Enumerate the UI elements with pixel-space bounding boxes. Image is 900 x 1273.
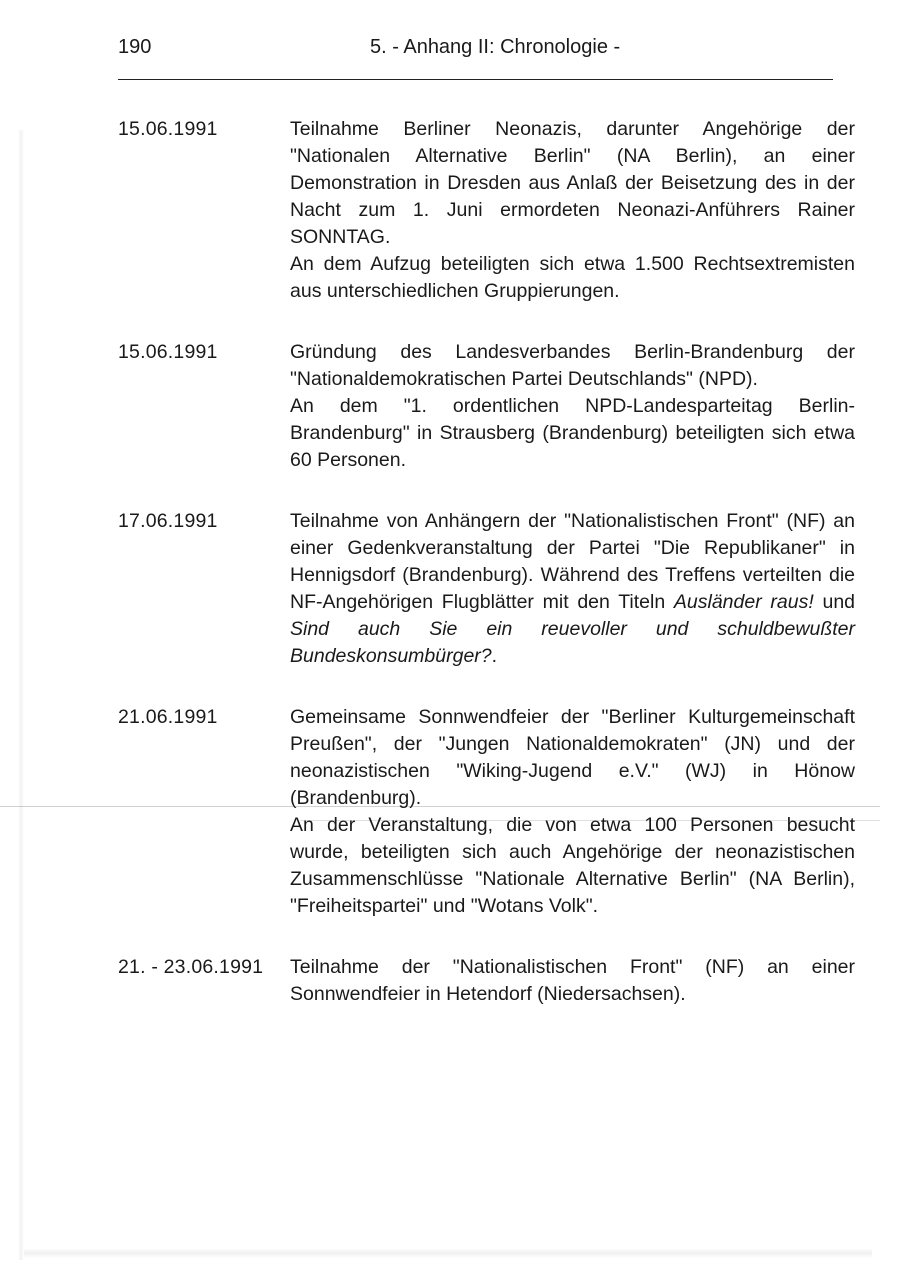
page-header [118,36,830,70]
entry-text [290,704,855,920]
text-segment: Teilnahme von Anhängern der "Nationalistischen Front" (NF) an einer Gedenkveranstaltung der Partei "Die Republikaner" in Hennigsdorf (Brandenburg). Während des Treffens verteilten die NF-Angehörigen Flugblätter mit den Titeln [290,510,855,613]
running-title: 5. - Anhang II: Chronologie - [370,36,621,58]
chronology-entry [118,116,858,305]
flyer-title-2: Sind auch Sie ein reuevoller und schuldbewußter Bundeskonsumbürger? [290,618,855,667]
entry-text [290,954,855,1008]
text-segment: und [813,591,856,613]
entry-date: 17.06.1991 [118,510,218,532]
entry-date: 15.06.1991 [118,118,218,140]
entry-paragraph: Teilnahme der "Nationalistischen Front" (NF) an einer Sonnwendfeier in Hetendorf (Niedersachsen). [290,956,855,1005]
chronology-entry [118,954,858,1008]
entry-paragraph: An dem Aufzug beteiligten sich etwa 1.500 Rechtsextremisten aus unterschiedlichen Gruppierungen. [290,253,855,302]
entry-paragraph: Teilnahme Berliner Neonazis, darunter Angehörige der "Nationalen Alternative Berlin" (NA Berlin), an einer Demonstration in Dresden aus Anlaß der Beisetzung des in der Nacht zum 1. Juni ermordeten Neonazi-Anführers Rainer SONNTAG. [290,118,855,248]
chronology-entry [118,339,858,474]
entry-text [290,508,855,670]
text-segment: . [491,645,498,667]
entry-paragraph [290,508,855,670]
entry-paragraph: An dem "1. ordentlichen NPD-Landesparteitag Berlin-Brandenburg" in Strausberg (Brandenburg) beteiligten sich etwa 60 Personen. [290,395,855,471]
entry-date: 21.06.1991 [118,706,218,728]
chronology-list [118,116,858,1042]
page-number: 190 [118,36,152,58]
entry-paragraph: Gemeinsame Sonnwendfeier der "Berliner Kulturgemeinschaft Preußen", der "Jungen Nationaldemokraten" (JN) und der neonazistischen "Wiking-Jugend e.V." (WJ) in Hönow (Brandenburg). [290,706,855,809]
scan-shadow-left [18,130,24,1260]
entry-paragraph: An der Veranstaltung, die von etwa 100 Personen besucht wurde, beteiligten sich auch Angehörige der neonazistischen Zusammenschlüsse "Nationale Alternative Berlin" (NA Berlin), "Freiheitspartei" und "Wotans Volk". [290,814,855,917]
chronology-entry [118,704,858,920]
entry-text [290,116,855,305]
flyer-title-1: Ausländer raus! [673,591,814,613]
entry-date: 21. - 23.06.1991 [118,956,264,978]
scan-shadow-bottom [24,1248,872,1258]
entry-text [290,339,855,474]
entry-date: 15.06.1991 [118,341,218,363]
header-rule [118,79,833,80]
entry-paragraph: Gründung des Landesverbandes Berlin-Brandenburg der "Nationaldemokratischen Partei Deutschlands" (NPD). [290,341,855,390]
chronology-entry [118,508,858,670]
